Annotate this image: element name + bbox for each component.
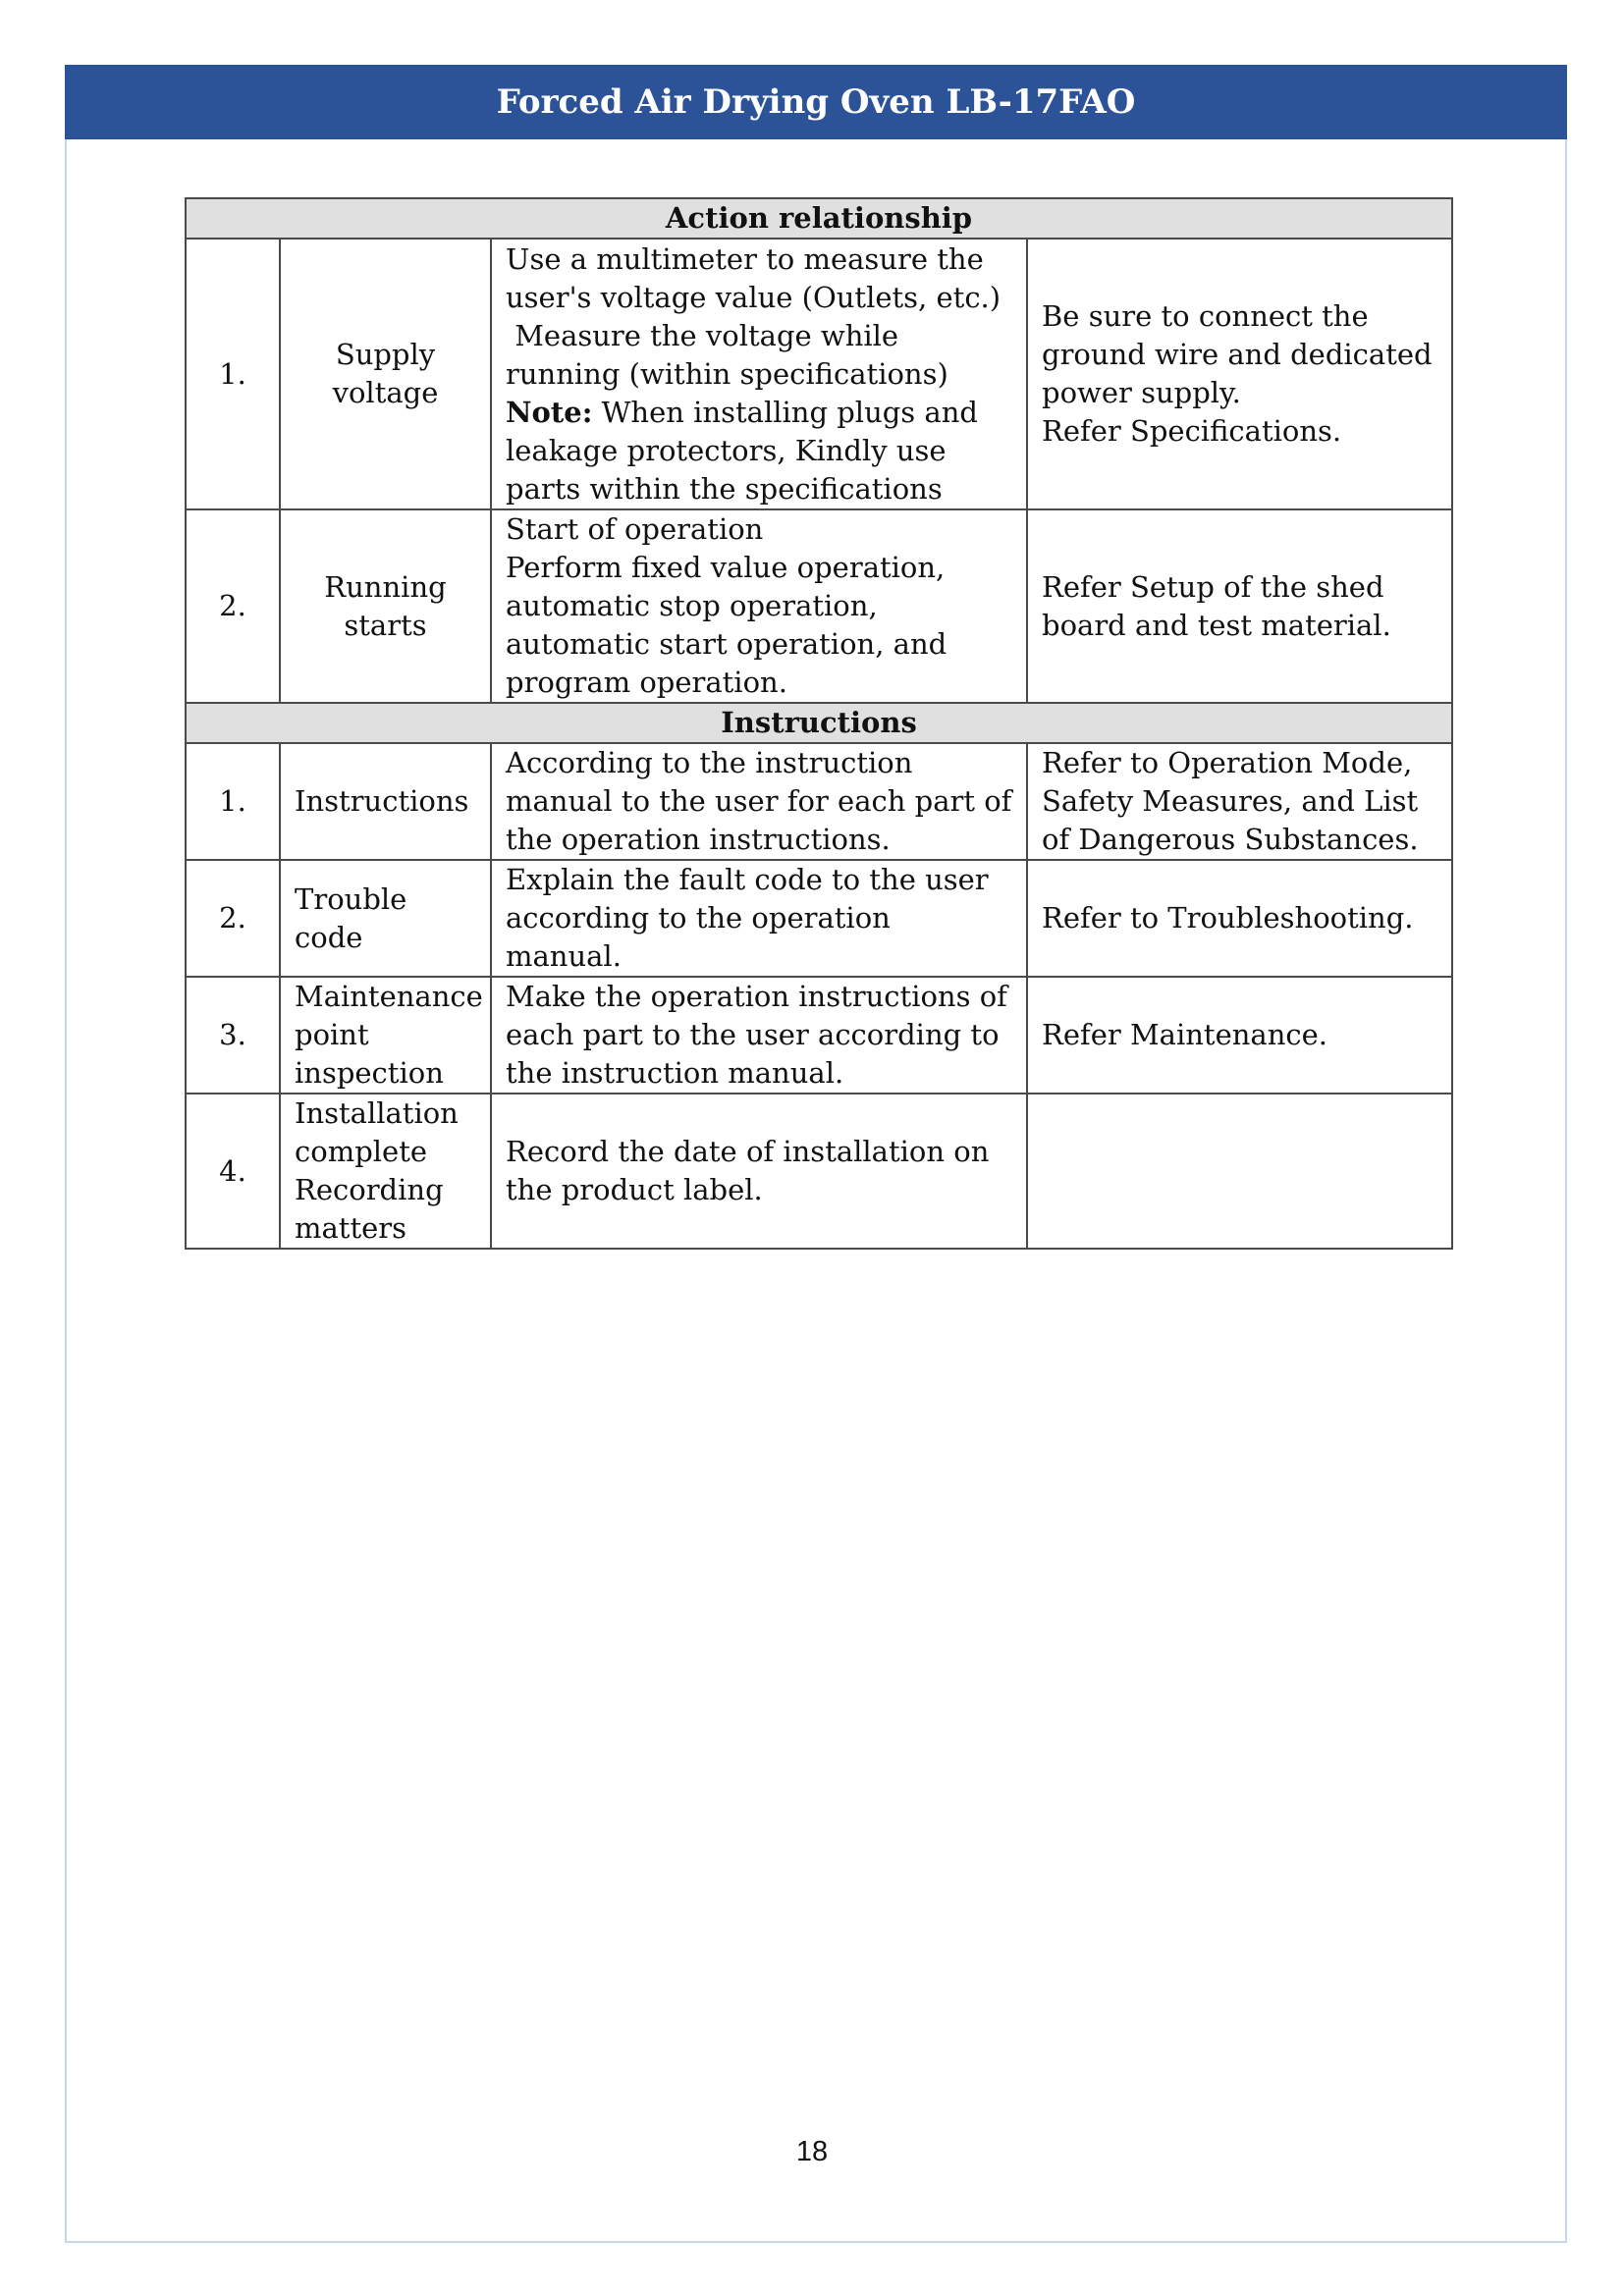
section-title: Instructions	[186, 703, 1452, 743]
row-description	[491, 743, 1027, 860]
row-item: Instructions	[280, 743, 491, 860]
table-row	[186, 743, 1452, 860]
description-line: Perform fixed value operation, automatic stop operation, automatic start operation, and program operation.	[506, 551, 947, 699]
row-item: Maintenance point inspection	[280, 977, 491, 1094]
description-line: Record the date of installation on the product label.	[506, 1135, 990, 1206]
row-reference	[1027, 509, 1452, 703]
note-label: Note:	[506, 395, 593, 429]
row-description	[491, 1094, 1027, 1249]
table-row	[186, 1094, 1452, 1249]
row-number: 3.	[186, 977, 280, 1094]
note-text: When installing plugs and leakage protectors, Kindly use parts within the specifications	[506, 395, 988, 506]
reference-line: Refer Specifications.	[1042, 414, 1342, 448]
note	[506, 394, 1012, 508]
installation-table	[185, 197, 1453, 1250]
reference-line: Refer Setup of the shed board and test material.	[1042, 569, 1391, 642]
description-line: Measure the voltage while running (within specifications)	[506, 318, 948, 391]
description-line: Explain the fault code to the user according to the operation manual.	[506, 863, 989, 973]
section-title: Action relationship	[186, 198, 1452, 239]
section-header-row	[186, 198, 1452, 239]
description-line: According to the instruction manual to the user for each part of the operation instructions.	[506, 746, 1012, 856]
description-line: Make the operation instructions of each part to the user according to the instruction manual.	[506, 980, 1007, 1090]
row-number: 2.	[186, 860, 280, 977]
section-header-row	[186, 703, 1452, 743]
row-item: Running starts	[280, 509, 491, 703]
table-row	[186, 509, 1452, 703]
row-number: 2.	[186, 509, 280, 703]
row-number: 1.	[186, 239, 280, 509]
row-reference	[1027, 239, 1452, 509]
row-item: Trouble code	[280, 860, 491, 977]
table-row	[186, 977, 1452, 1094]
reference-line: Refer to Troubleshooting.	[1042, 901, 1414, 934]
reference-line: Refer Maintenance.	[1042, 1018, 1327, 1051]
description-line: Start of operation	[506, 512, 764, 546]
row-reference	[1027, 860, 1452, 977]
row-number: 1.	[186, 743, 280, 860]
row-description	[491, 977, 1027, 1094]
description-line: Use a multimeter to measure the user's voltage value (Outlets, etc.)	[506, 241, 1001, 314]
header-bar	[65, 65, 1567, 139]
table-row	[186, 239, 1452, 509]
document-title: Forced Air Drying Oven LB-17FAO	[496, 82, 1136, 122]
row-item: Installation complete Recording matters	[280, 1094, 491, 1249]
row-number: 4.	[186, 1094, 280, 1249]
row-item: Supply voltage	[280, 239, 491, 509]
reference-line: Be sure to connect the ground wire and dedicated power supply.	[1042, 299, 1433, 409]
row-description	[491, 509, 1027, 703]
page-number: 18	[795, 2136, 829, 2167]
row-reference	[1027, 743, 1452, 860]
row-reference	[1027, 1094, 1452, 1249]
row-reference	[1027, 977, 1452, 1094]
row-description	[491, 860, 1027, 977]
reference-line: Refer to Operation Mode, Safety Measures, and List of Dangerous Substances.	[1042, 746, 1419, 856]
table-row	[186, 860, 1452, 977]
row-description	[491, 239, 1027, 509]
